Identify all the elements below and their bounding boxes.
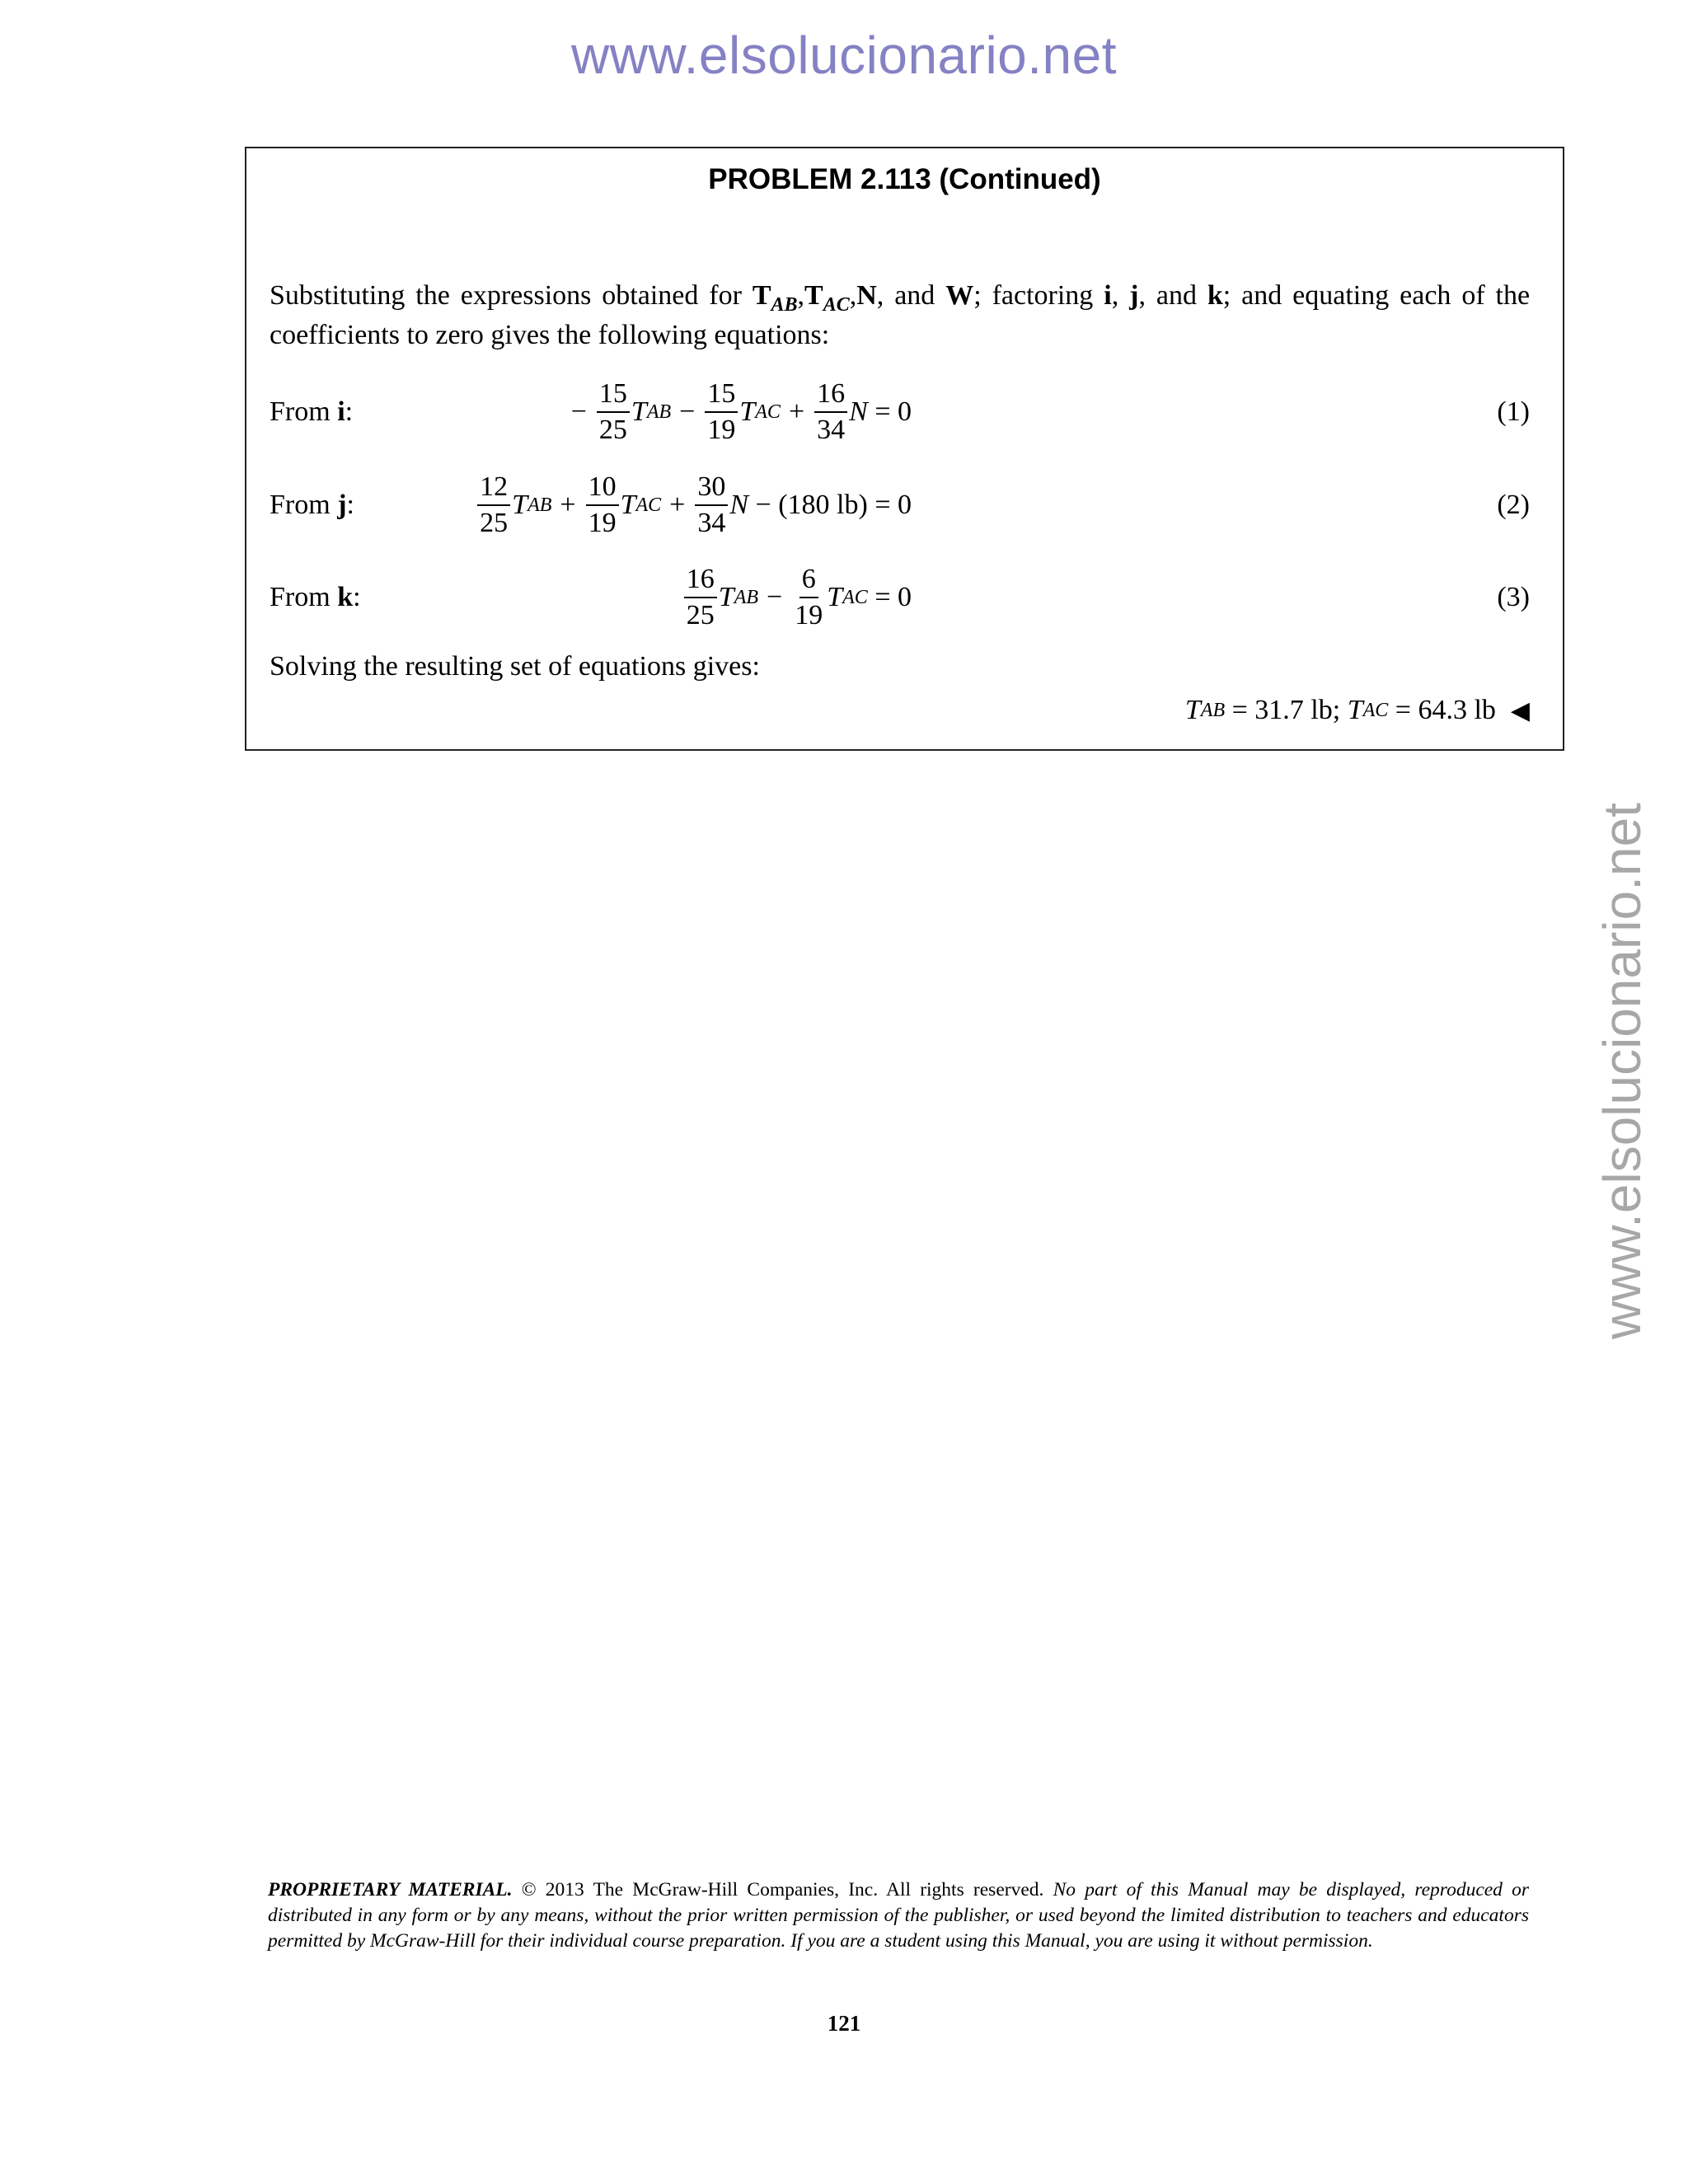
intro-paragraph: Substituting the expressions obtained for $T_{AB},T_{AC},N$, and W; factoring i, j, and k; and equating each of the coefficients to zero gives the following equations: [270,280,1531,350]
solution-box [245,147,1564,751]
intro-and-1: and [894,280,935,311]
vector-n: N [856,280,877,311]
equation-label: From j: [270,490,354,520]
answer-marker-icon: ◀ [1510,696,1530,724]
copyright-notice: PROPRIETARY MATERIAL. © 2013 The McGraw-Hill Companies, Inc. All rights reserved. No part of this Manual may be displayed, reproduced or distributed in any form or by any means, without the prior written permission of the publisher, or used beyond the limited distribution to teachers and educators permitted by McGraw-Hill for their individual course preparation. If you are a student using this Manual, you are using it without permission. [268,1879,1530,1952]
equation-label: From i: [270,396,354,427]
fraction: $\frac{16}{34}$ [814,377,847,448]
equation-label: From k: [270,582,361,612]
fraction: $\frac{30}{34}$ [695,470,728,541]
final-answer: T AB = 31.7 lb; T AC = 64.3 lb ◀ [1184,695,1530,725]
intro-text-3: ; and equating each of the coefficients to zero gives the following equations: [270,280,1531,350]
intro-text-2: ; factoring [973,280,1094,311]
fraction: $\frac{12}{25}$ [477,470,510,541]
vector-t-ab: $T_{AB}$ [752,280,798,316]
equation-number: (2) [1497,490,1530,520]
vector-w: W [945,280,974,311]
fraction: $\frac{6}{19}$ [795,564,823,630]
equation-number: (1) [1497,396,1530,427]
solving-text: Solving the resulting set of equations gives: [270,651,760,682]
unit-k: k [1207,280,1223,311]
fraction: $\frac{16}{25}$ [684,562,717,633]
fraction: $\frac{15}{25}$ [597,377,630,448]
watermark-top: www.elsolucionario.net [571,26,1117,85]
equation-number: (3) [1497,582,1530,612]
intro-and-2: and [1156,280,1197,311]
page-number: 121 [827,2011,861,2036]
equation-row-j [270,460,1530,551]
equation-expression: $\frac{16}{25}$ T AB − $\frac{6}{19}$ T AC = 0 [682,552,912,643]
fraction: $\frac{10}{19}$ [586,470,619,541]
equation-expression: $\frac{12}{25}$ T AB + $\frac{10}{19}$ T AC + $\frac{30}{34}$ N − (180 lb) = 0 [476,460,912,551]
vector-t-ac: $T_{AC}$ [804,280,850,316]
equation-row-i [270,367,1530,457]
problem-title: PROBLEM 2.113 (Continued) [708,163,1101,195]
equation-expression: − $\frac{15}{25}$ T AB − $\frac{15}{19}$ T AC + $\frac{16}{34}$ N = 0 [563,367,912,457]
intro-text-1: Substituting the expressions obtained for [270,280,742,311]
unit-i: i [1104,280,1112,311]
equation-row-k [270,552,1530,643]
watermark-side: www.elsolucionario.net [1592,803,1652,1339]
answer-tac-value: = 64.3 lb [1395,695,1496,725]
answer-tab-value: = 31.7 lb; [1231,695,1341,725]
unit-j: j [1129,280,1139,311]
fraction: $\frac{15}{19}$ [705,377,738,448]
